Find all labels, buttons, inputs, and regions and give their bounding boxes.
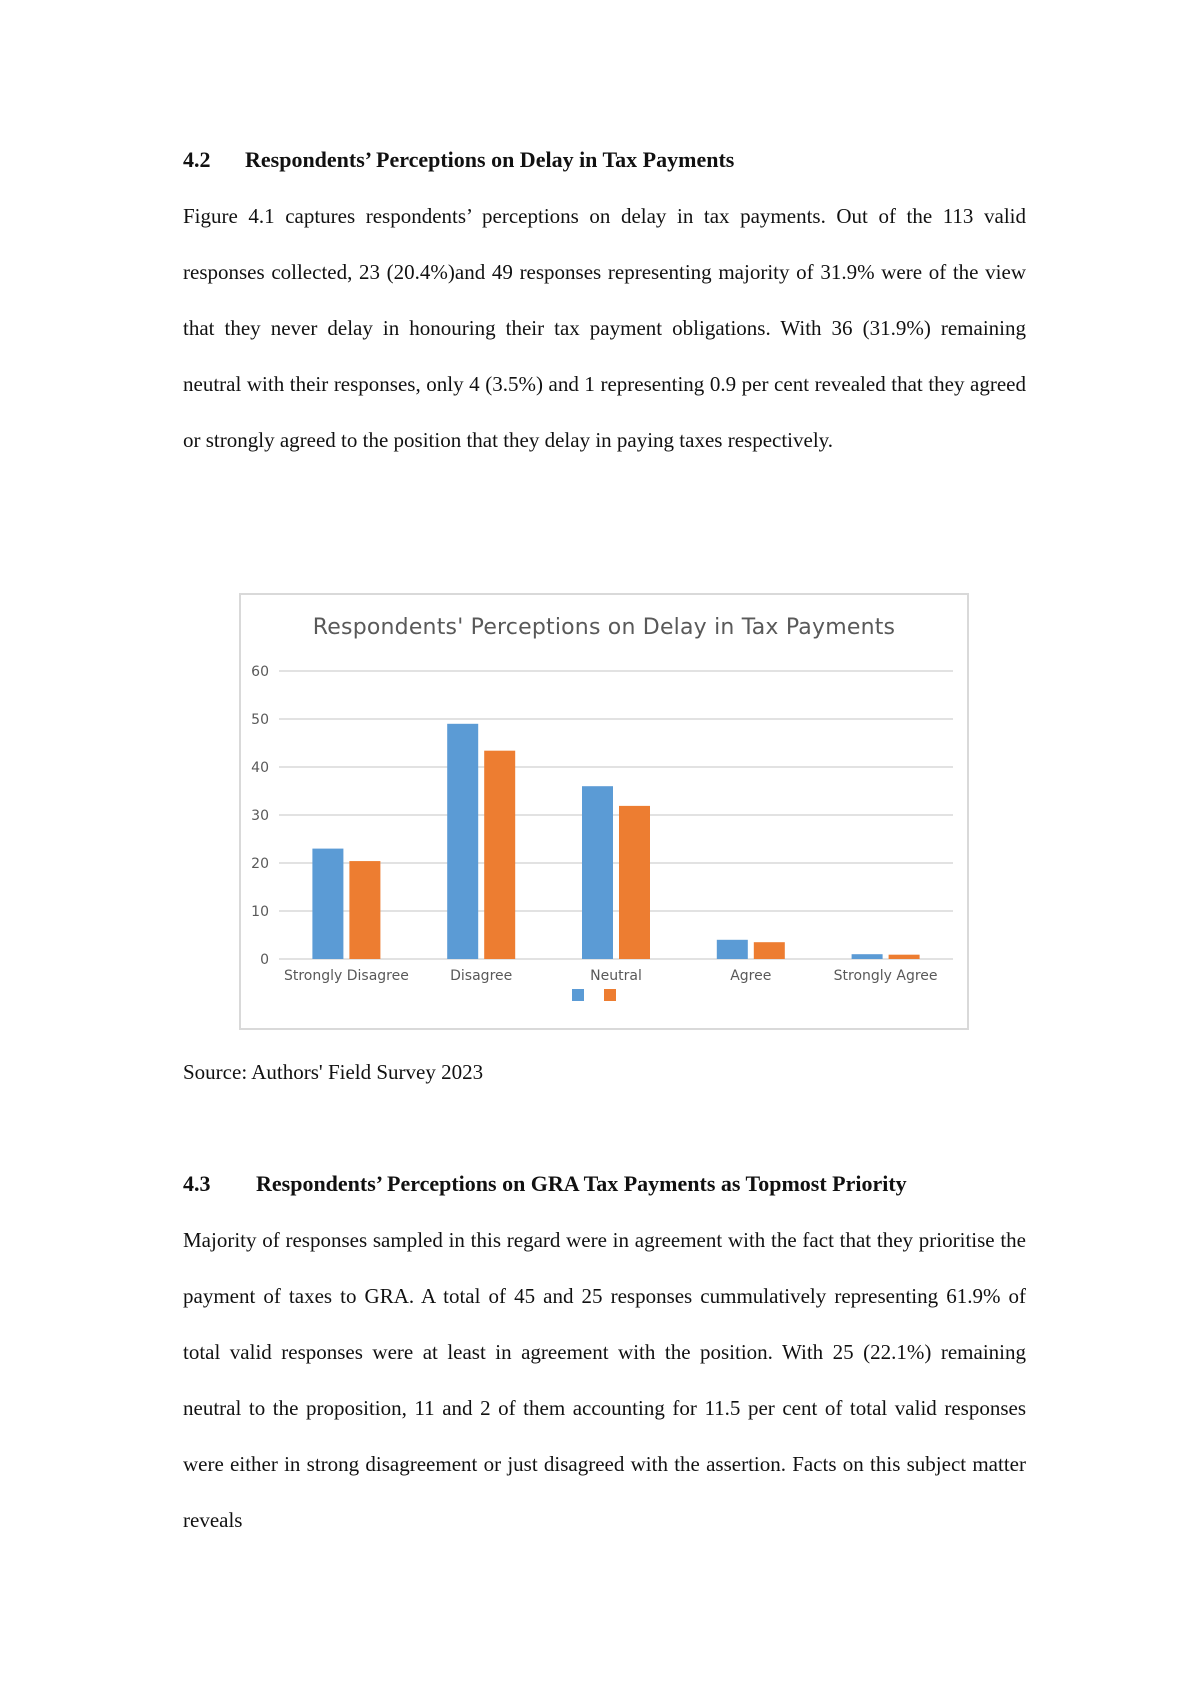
bar xyxy=(889,955,920,959)
figure-source: Source: Authors' Field Survey 2023 xyxy=(183,1060,484,1084)
chart-title: Respondents' Perceptions on Delay in Tax Payments xyxy=(312,615,896,640)
bar xyxy=(447,724,478,959)
legend-marker xyxy=(572,989,584,1001)
bar xyxy=(349,861,380,959)
legend-marker xyxy=(604,989,616,1001)
y-tick-label: 20 xyxy=(251,856,269,872)
y-tick-label: 30 xyxy=(251,808,269,824)
bar xyxy=(312,849,343,959)
y-tick-label: 0 xyxy=(260,952,269,968)
section-title: Respondents’ Perceptions on GRA Tax Payments as Topmost Priority xyxy=(256,1171,907,1196)
section-number: 4.3 xyxy=(183,1171,211,1196)
section-4-3-paragraph: Majority of responses sampled in this regard were in agreement with the fact that they prioritise the payment of taxes to GRA. A total of 45 and 25 responses cummulatively representing 61.9% of total valid responses were at least in agreement with the position. With 25 (22.1%) remaining neutral to the proposition, 11 and 2 of them accounting for 11.5 per cent of total valid responses were either in strong disagreement or just disagreed with the assertion. Facts on this subject matter reveals xyxy=(183,1228,1026,1532)
bar xyxy=(852,954,883,959)
section-heading-4-2 xyxy=(183,146,734,174)
x-tick-label: Agree xyxy=(730,968,772,984)
bar xyxy=(484,751,515,959)
y-tick-label: 60 xyxy=(251,664,269,680)
section-title: Respondents’ Perceptions on Delay in Tax Payments xyxy=(245,147,735,172)
section-number: 4.2 xyxy=(183,147,211,172)
x-tick-label: Disagree xyxy=(450,968,513,984)
bar xyxy=(582,786,613,959)
y-tick-label: 10 xyxy=(251,904,269,920)
x-tick-label: Strongly Disagree xyxy=(283,968,409,984)
bar-chart xyxy=(241,595,967,1028)
chart-container xyxy=(239,593,969,1030)
y-tick-label: 50 xyxy=(251,712,269,728)
section-heading-4-3 xyxy=(183,1170,907,1198)
x-tick-label: Neutral xyxy=(590,968,642,984)
bar xyxy=(717,940,748,959)
bar xyxy=(754,942,785,959)
y-tick-label: 40 xyxy=(251,760,269,776)
bar xyxy=(619,806,650,959)
section-4-2-paragraph: Figure 4.1 captures respondents’ perceptions on delay in tax payments. Out of the 113 valid responses collected, 23 (20.4%)and 49 responses representing majority of 31.9% were of the view that they never delay in honouring their tax payment obligations. With 36 (31.9%) remaining neutral with their responses, only 4 (3.5%) and 1 representing 0.9 per cent revealed that they agreed or strongly agreed to the position that they delay in paying taxes respectively. xyxy=(183,204,1026,452)
x-tick-label: Strongly Agree xyxy=(833,968,938,984)
